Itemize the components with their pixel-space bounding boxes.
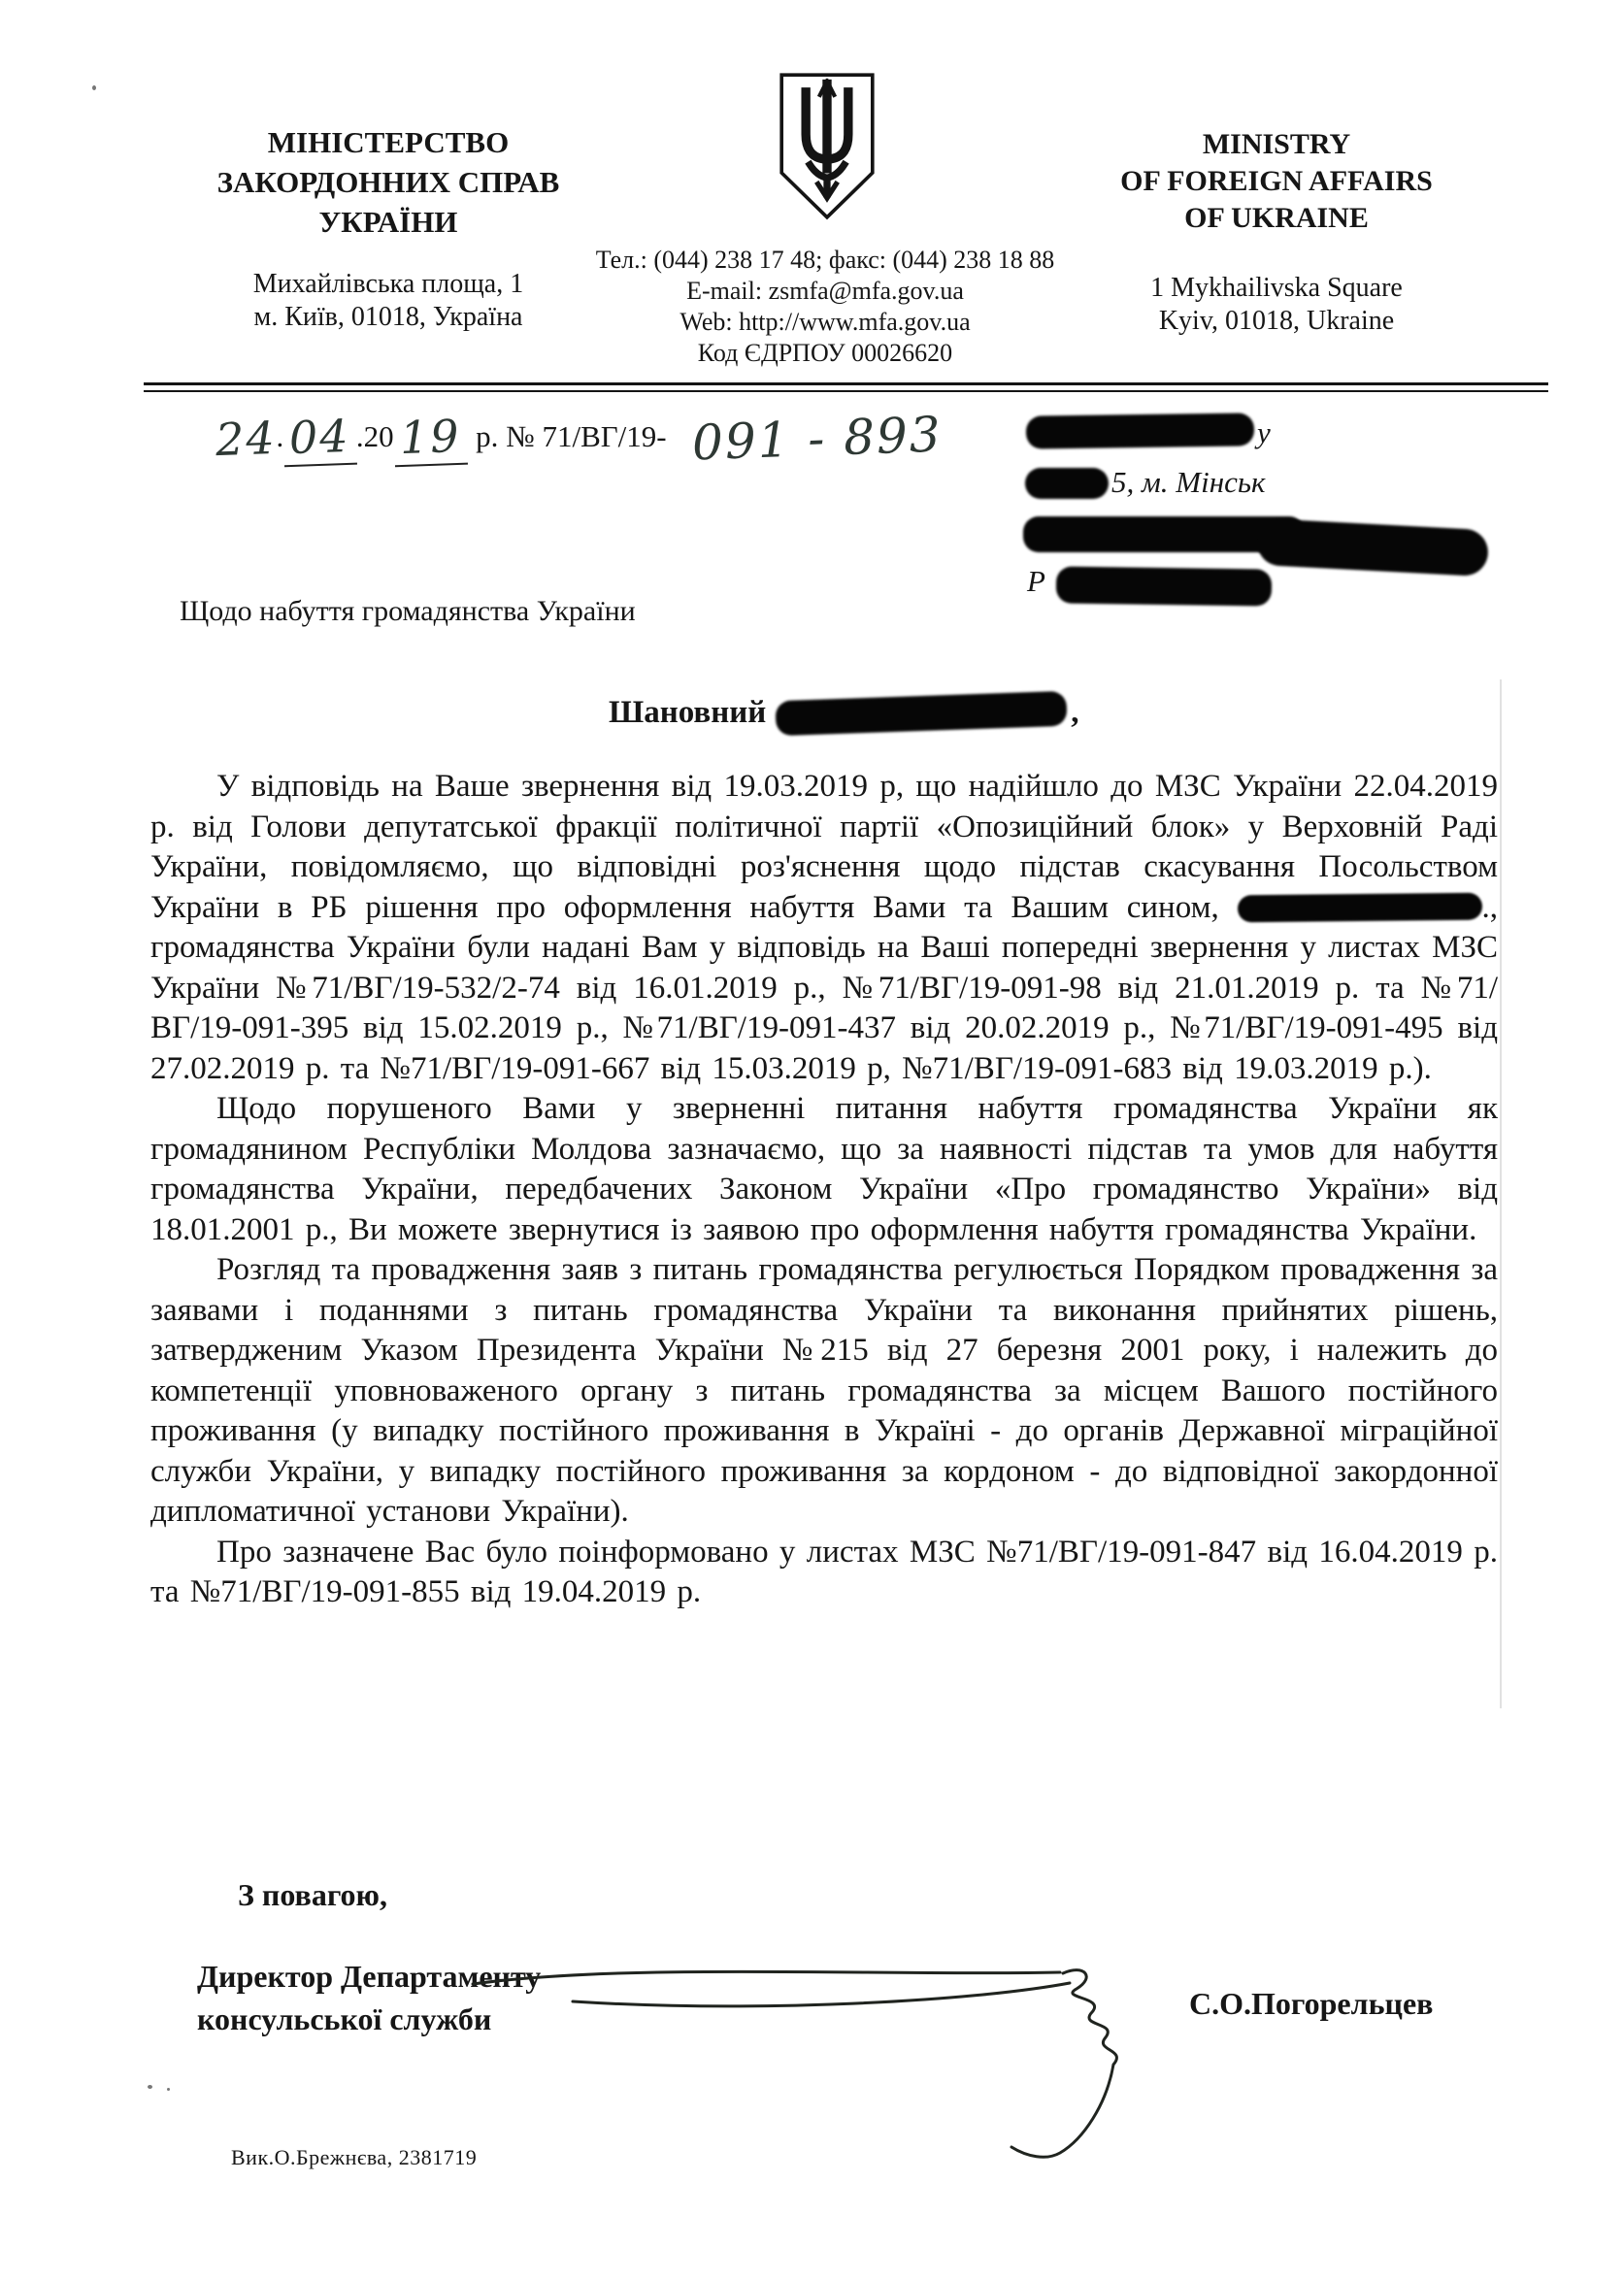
ministry-title-uk-line3: УКРАЇНИ — [318, 205, 458, 239]
executor-note: Вик.О.Брежнєва, 2381719 — [231, 2145, 478, 2169]
signer-title-line1: Директор Департаменту — [197, 1959, 542, 1994]
son-name-redaction — [1237, 892, 1481, 922]
recipient-street-redaction-tail — [1256, 518, 1489, 577]
subject-line: Щодо набуття громадянства України — [180, 595, 636, 627]
typed-century: .20 — [355, 419, 394, 453]
salutation-prefix: Шановний — [609, 695, 767, 730]
salutation-suffix: , — [1071, 695, 1079, 730]
ministry-contact-block — [553, 245, 1097, 369]
ministry-title-uk-line1: МІНІСТЕРСТВО — [267, 125, 510, 159]
contact-web: Web: http://www.mfa.gov.ua — [679, 308, 971, 336]
ministry-title-uk — [170, 122, 607, 242]
scan-speck — [92, 85, 96, 90]
handwritten-ref-number: 091 - 893 — [690, 406, 944, 472]
signer-title-line2: консульської служби — [197, 2001, 492, 2036]
p1-text-after: ., громадянства України були надані Вам у відповідь на Ваші попередні звернення у листах МЗС України №71/ВГ/19-532/2-74 від 16.01.2019 р., №71/ВГ/19-091-98 від 21.01.2019 р. та №71/ВГ/19-091-395 від 15.02.2019 р., №71/ВГ/19-091-437 від 20.02.2019 р., №71/ВГ/19-091-495 від 27.02.2019 р. та №71/ВГ/19-091-667 від 15.03.2019 р, №71/ВГ/19-091-683 від 19.03.2019 р.). — [150, 889, 1498, 1086]
salutation-name-redaction — [776, 690, 1068, 735]
ministry-address-uk-line1: Михайлівська площа, 1 — [252, 269, 524, 299]
scan-speck — [167, 2088, 170, 2091]
recipient-country-visible: Р — [1027, 564, 1045, 598]
reference-line — [215, 406, 944, 472]
contact-edrpou-code: Код ЄДРПОУ 00026620 — [697, 339, 953, 367]
scan-edge-artifact — [1500, 679, 1502, 1708]
body-paragraph-2: Щодо порушеного Вами у зверненні питання набуття громадянства України як громадянином Республіки Молдова зазначаємо, що за наявності підстав та умов для набуття громадянства України, передбачених Законом України «Про громадянство України» від 18.01.2001 р., Ви можете звернутися із заявою про оформлення набуття громадянства України. — [150, 1091, 1498, 1247]
ministry-title-en-line2: OF FOREIGN AFFAIRS — [1120, 165, 1433, 197]
handwritten-day: 24 — [215, 411, 278, 467]
handwritten-month: 04 — [282, 409, 357, 468]
ministry-title-en — [1058, 126, 1495, 237]
ministry-address-en-line1: 1 Mykhailivska Square — [1150, 273, 1403, 303]
body-paragraph-1 — [150, 767, 1498, 1089]
ministry-address-uk — [170, 268, 607, 334]
body-paragraph-4: Про зазначене Вас було поінформовано у листах МЗС №71/ВГ/19-091-847 від 16.04.2019 р. та №71/ВГ/19-091-855 від 19.04.2019 р. — [150, 1534, 1498, 1609]
typed-dot: . — [276, 419, 284, 453]
ukraine-trident-emblem-icon — [777, 70, 878, 223]
scan-speck — [148, 2085, 152, 2089]
signature-scrawl — [466, 1959, 1223, 2167]
signer-name: С.О.Погорельцев — [1189, 1986, 1434, 2021]
ministry-title-uk-line2: ЗАКОРДОННИХ СПРАВ — [216, 165, 560, 199]
letter-body — [150, 767, 1498, 1613]
p1-text-before: У відповідь на Ваше звернення від 19.03.2019 р, що надійшло до МЗС України 22.04.2019 р. від Голови депутатської фракції політичної партії «Опозиційний блок» у Верховній Раді України, повідомляємо, що відповідні роз'яснення щодо підстав скасування Посольством України в РБ рішення про оформлення набуття Вами та Вашим сином, — [150, 769, 1498, 925]
closing-regards: З повагою, — [238, 1877, 387, 1912]
recipient-country-redaction — [1056, 566, 1273, 606]
recipient-name-visible-suffix: у — [1257, 415, 1271, 449]
ministry-address-uk-line2: м. Київ, 01018, Україна — [253, 302, 523, 332]
salutation-line — [609, 695, 1079, 731]
recipient-postcode-redaction — [1025, 468, 1109, 499]
recipient-name-redaction — [1026, 413, 1254, 448]
handwritten-year: 19 — [393, 409, 468, 468]
header-divider-rule — [144, 382, 1548, 392]
contact-email: E-mail: zsmfa@mfa.gov.ua — [686, 277, 964, 305]
typed-ref-prefix: р. № 71/ВГ/19- — [476, 419, 667, 453]
ministry-title-en-line1: MINISTRY — [1202, 128, 1351, 160]
ministry-address-en-line2: Kyiv, 01018, Ukraine — [1158, 306, 1395, 336]
contact-phone-fax: Тел.: (044) 238 17 48; факс: (044) 238 18 88 — [595, 246, 1055, 274]
recipient-city-visible: 5, м. Мінськ — [1111, 465, 1266, 499]
ministry-title-en-line3: OF UKRAINE — [1184, 202, 1369, 234]
ministry-address-en — [1058, 272, 1495, 338]
body-paragraph-3: Розгляд та провадження заяв з питань громадянства регулюється Порядком провадження за заявами і поданнями з питань громадянства України та виконання прийнятих рішень, затвердженим Указом Президента України №215 від 27 березня 2001 року, і належить до компетенції уповноваженого органу з питань громадянства за місцем Вашого постійного проживання (у випадку постійного проживання в Україні - до органів Державної міграційної служби України, у випадку постійного проживання за кордоном - до відповідної закордонної дипломатичної установи України). — [150, 1252, 1498, 1529]
